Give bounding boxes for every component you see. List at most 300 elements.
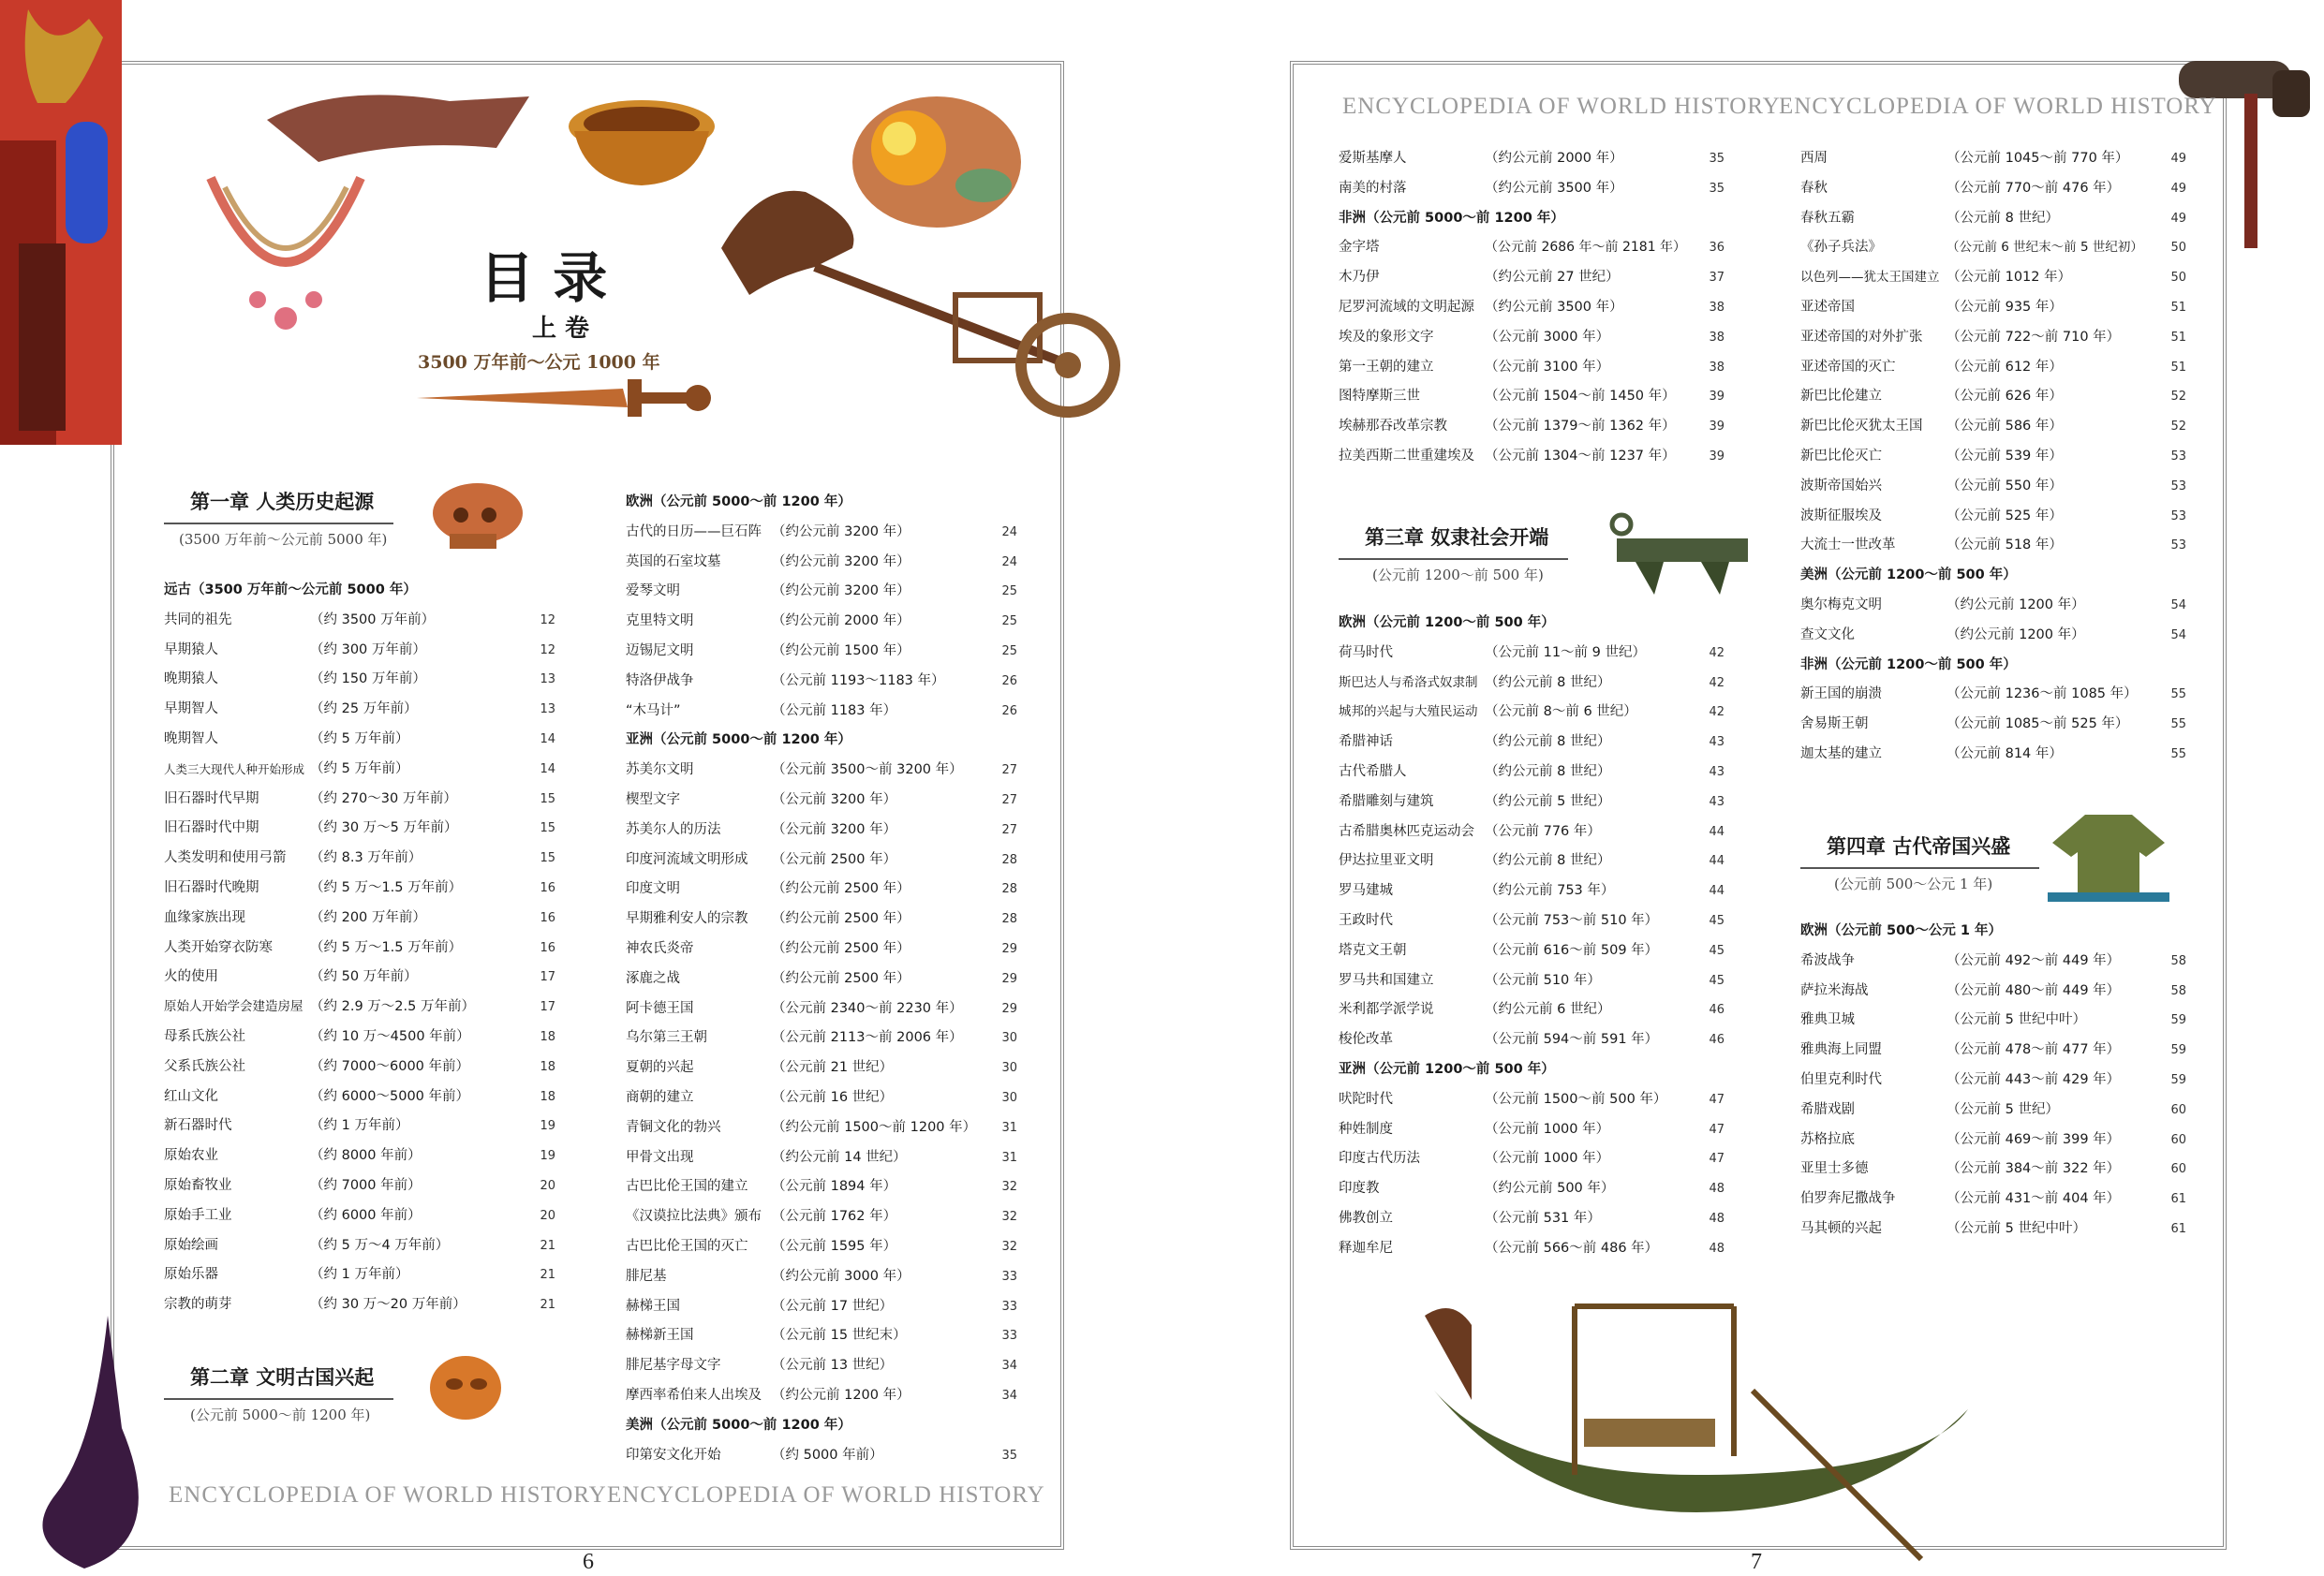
entry-title: 图特摩斯三世 xyxy=(1339,389,1420,405)
toc-entry xyxy=(626,697,1017,727)
entry-page: 55 xyxy=(2170,717,2186,732)
entry-date: （约 300 万年前） xyxy=(310,641,426,657)
toc-entry xyxy=(626,1053,1017,1083)
toc-entry xyxy=(1800,263,2186,293)
toc-entry xyxy=(1800,174,2186,204)
entry-page: 25 xyxy=(1001,643,1017,658)
running-title: ENCYCLOPEDIA OF WORLD HISTORY xyxy=(1779,94,2217,119)
chapter-range: (公元前 5000～前 1200 年) xyxy=(190,1407,371,1423)
entry-date: （公元前 616～前 509 年） xyxy=(1485,942,1659,958)
entry-date: （公元前 8～前 6 世纪） xyxy=(1485,704,1637,720)
entry-date: （约 6000 年前） xyxy=(310,1207,422,1223)
entry-page: 59 xyxy=(2170,1072,2186,1087)
entry-date: （约公元前 6 世纪） xyxy=(1485,1002,1611,1018)
toc-entry xyxy=(626,1083,1017,1113)
entry-title: 原始绘画 xyxy=(164,1237,218,1253)
entry-title: 印度文明 xyxy=(626,881,680,897)
entry-date: （公元前 770～前 476 年） xyxy=(1947,180,2121,196)
toc-entry xyxy=(626,637,1017,667)
toc-entry xyxy=(626,846,1017,876)
entry-page: 47 xyxy=(1709,1092,1724,1107)
entry-title: 苏美尔文明 xyxy=(626,762,694,778)
entry-title: 原始畜牧业 xyxy=(164,1177,232,1193)
chapter-range: (3500 万年前～公元前 5000 年) xyxy=(179,531,388,548)
entry-date: （公元前 594～前 591 年） xyxy=(1485,1032,1659,1048)
toc-entry xyxy=(1339,847,1724,876)
entry-date: （约 5 万年前） xyxy=(310,730,409,746)
entry-page: 26 xyxy=(1001,703,1017,718)
toc-entry xyxy=(626,518,1017,548)
toc-entry xyxy=(164,785,555,815)
entry-date: （约公元前 8 世纪） xyxy=(1485,734,1611,750)
entry-title: 原始农业 xyxy=(164,1148,218,1164)
entry-page: 16 xyxy=(540,910,555,925)
toc-section-heading xyxy=(1339,1055,1724,1085)
entry-page: 39 xyxy=(1709,390,1724,405)
entry-date: （公元前 3200 年） xyxy=(772,791,897,807)
entry-date: （公元前 16 世纪） xyxy=(772,1089,894,1105)
section-label: 美洲（公元前 5000～前 1200 年） xyxy=(626,1417,851,1433)
toc-entry xyxy=(1339,1174,1724,1204)
entry-page: 55 xyxy=(2170,687,2186,702)
entry-page: 61 xyxy=(2170,1192,2186,1207)
entry-title: 舍易斯王朝 xyxy=(1800,716,1869,732)
toc-entry xyxy=(626,1113,1017,1143)
entry-date: （公元前 1012 年） xyxy=(1947,270,2072,286)
entry-title: 父系氏族公社 xyxy=(164,1058,245,1074)
toc-entry xyxy=(626,994,1017,1024)
entry-title: 早期雅利安人的宗教 xyxy=(626,911,748,927)
entry-title: 种姓制度 xyxy=(1339,1121,1393,1137)
toc-entry xyxy=(1800,1215,2186,1245)
toc-entry xyxy=(1339,936,1724,966)
entry-title: 米利都学派学说 xyxy=(1339,1002,1434,1018)
entry-page: 53 xyxy=(2170,508,2186,523)
toc-entry xyxy=(626,548,1017,578)
entry-title: 印度古代历法 xyxy=(1339,1151,1420,1167)
entry-date: （约 5000 年前） xyxy=(772,1447,883,1463)
entry-title: 旧石器时代晚期 xyxy=(164,879,259,895)
toc-entry xyxy=(1800,621,2186,651)
chapter-title: 第一章 人类历史起源 xyxy=(190,490,375,513)
chapter-2-heading xyxy=(164,1362,393,1424)
entry-page: 14 xyxy=(540,731,555,746)
entry-page: 35 xyxy=(1709,181,1724,196)
entry-title: 人类开始穿衣防寒 xyxy=(164,939,273,955)
entry-date: （公元前 1000 年） xyxy=(1485,1151,1610,1167)
entry-title: 希腊雕刻与建筑 xyxy=(1339,793,1434,809)
entry-page: 42 xyxy=(1709,645,1724,660)
entry-date: （约公元前 14 世纪） xyxy=(772,1149,907,1165)
chapter-rule xyxy=(164,1398,393,1400)
entry-page: 25 xyxy=(1001,614,1017,629)
entry-date: （公元前 443～前 429 年） xyxy=(1947,1071,2121,1087)
entry-page: 15 xyxy=(540,791,555,806)
entry-title: 春秋 xyxy=(1800,180,1828,196)
entry-date: （公元前 2113～前 2006 年） xyxy=(772,1030,963,1046)
toc-entry xyxy=(1339,639,1724,669)
entry-page: 59 xyxy=(2170,1013,2186,1028)
chapter-rule xyxy=(1339,558,1568,560)
chapter-rule xyxy=(1800,867,2039,869)
toc-section-heading xyxy=(1800,561,2186,591)
entry-title: 腓尼基字母文字 xyxy=(626,1358,721,1374)
entry-title: 早期智人 xyxy=(164,701,218,717)
toc-entry xyxy=(626,1172,1017,1202)
entry-title: 亚述帝国 xyxy=(1800,299,1855,315)
toc-entry xyxy=(626,935,1017,965)
toc-entry xyxy=(1800,1066,2186,1096)
entry-page: 46 xyxy=(1709,1003,1724,1018)
toc-entry xyxy=(1800,531,2186,561)
toc-entry xyxy=(1800,442,2186,472)
toc-entry xyxy=(164,874,555,904)
entry-page: 33 xyxy=(1001,1299,1017,1314)
chapter-range: (公元前 500～公元 1 年) xyxy=(1834,876,1993,892)
entry-date: （公元前 1045～前 770 年） xyxy=(1947,151,2129,166)
entry-date: （公元前 814 年） xyxy=(1947,745,2063,761)
entry-page: 38 xyxy=(1709,360,1724,375)
entry-title: 雅典卫城 xyxy=(1800,1012,1855,1028)
entry-date: （约公元前 1200 年） xyxy=(1947,597,2085,612)
entry-page: 30 xyxy=(1001,1090,1017,1105)
toc-entry xyxy=(164,993,555,1023)
section-label: 亚洲（公元前 1200～前 500 年） xyxy=(1339,1061,1555,1077)
bronze-sword-image xyxy=(417,370,712,426)
entry-date: （约 5 万年前） xyxy=(310,760,409,776)
right-page xyxy=(1162,0,2324,1576)
entry-title: 旧石器时代中期 xyxy=(164,820,259,836)
entry-date: （公元前 13 世纪） xyxy=(772,1358,894,1374)
entry-title: 春秋五霸 xyxy=(1800,210,1855,226)
entry-page: 45 xyxy=(1709,913,1724,928)
entry-page: 37 xyxy=(1709,271,1724,286)
toc-entry xyxy=(626,905,1017,935)
toc-column-1 xyxy=(164,576,555,1320)
toc-entry xyxy=(626,607,1017,637)
toc-entry xyxy=(1800,502,2186,532)
entry-title: 斯巴达人与希洛式奴隶制 xyxy=(1339,674,1478,690)
entry-title: 新石器时代 xyxy=(164,1118,232,1134)
entry-date: （公元前 776 年） xyxy=(1485,823,1601,839)
entry-page: 44 xyxy=(1709,854,1724,869)
toc-entry xyxy=(1339,353,1724,383)
entry-date: （公元前 492～前 449 年） xyxy=(1947,952,2121,968)
entry-title: 印度教 xyxy=(1339,1181,1380,1197)
toc-entry xyxy=(1800,1006,2186,1036)
toc-entry xyxy=(164,1023,555,1053)
entry-date: （约公元前 1200 年） xyxy=(772,1387,910,1403)
chariot-horse-image xyxy=(703,164,1124,417)
entry-title: 萨拉米海战 xyxy=(1800,982,1869,998)
entry-date: （公元前 518 年） xyxy=(1947,538,2063,553)
entry-date: （公元前 1000 年） xyxy=(1485,1121,1610,1137)
golden-bowl-image xyxy=(567,94,717,187)
chapter-title: 第四章 古代帝国兴盛 xyxy=(1827,834,2011,858)
model-boat-image xyxy=(1397,1259,1996,1569)
entry-title: 印度河流域文明形成 xyxy=(626,851,748,867)
entry-page: 48 xyxy=(1709,1182,1724,1197)
entry-date: （约 7000～6000 年前） xyxy=(310,1058,470,1074)
entry-title: 《汉谟拉比法典》颁布 xyxy=(626,1209,762,1225)
toc-entry xyxy=(1800,1036,2186,1066)
toc-column-3-top xyxy=(1339,144,1724,472)
entry-title: 波斯帝国始兴 xyxy=(1800,478,1882,493)
entry-date: （公元前 1236～前 1085 年） xyxy=(1947,686,2138,702)
entry-title: 原始手工业 xyxy=(164,1207,232,1223)
entry-title: 甲骨文出现 xyxy=(626,1149,694,1165)
entry-page: 20 xyxy=(540,1208,555,1223)
entry-page: 54 xyxy=(2170,597,2186,612)
entry-date: （公元前 5 世纪） xyxy=(1947,1101,2059,1117)
volume-label: 上 卷 xyxy=(532,315,590,343)
toc-section-heading xyxy=(1800,651,2186,681)
entry-title: 火的使用 xyxy=(164,969,218,985)
toc-entry xyxy=(1339,1204,1724,1234)
section-label: 欧洲（公元前 500～公元 1 年） xyxy=(1800,923,2002,938)
entry-date: （约 5 万～1.5 万年前） xyxy=(310,939,463,955)
entry-title: 希腊戏剧 xyxy=(1800,1101,1855,1117)
entry-title: 爱斯基摩人 xyxy=(1339,151,1407,166)
page-number: 7 xyxy=(1751,1550,1762,1574)
entry-page: 59 xyxy=(2170,1043,2186,1058)
entry-date: （约公元前 2000 年） xyxy=(1485,151,1623,166)
entry-title: 新巴比伦建立 xyxy=(1800,389,1882,405)
entry-date: （公元前 21 世纪） xyxy=(772,1060,894,1076)
toc-entry xyxy=(626,875,1017,905)
entry-page: 28 xyxy=(1001,852,1017,867)
entry-title: 古巴比伦王国的建立 xyxy=(626,1179,748,1195)
entry-page: 12 xyxy=(540,612,555,627)
entry-date: （公元前 1500～前 500 年） xyxy=(1485,1091,1667,1107)
section-label: 远古（3500 万年前～公元前 5000 年） xyxy=(164,582,417,597)
entry-page: 55 xyxy=(2170,746,2186,761)
entry-page: 13 xyxy=(540,672,555,687)
entry-page: 19 xyxy=(540,1119,555,1134)
entry-title: 以色列——犹太王国建立 xyxy=(1800,270,1940,286)
toc-entry xyxy=(1339,233,1724,263)
entry-date: （约 5 万～1.5 万年前） xyxy=(310,879,463,895)
toc-entry xyxy=(626,965,1017,994)
section-label: 美洲（公元前 1200～前 500 年） xyxy=(1800,567,2017,583)
entry-title: 晚期智人 xyxy=(164,730,218,746)
entry-date: （约 1 万年前） xyxy=(310,1118,409,1134)
toc-entry xyxy=(164,1083,555,1112)
entry-date: （约公元前 1500～前 1200 年） xyxy=(772,1119,977,1135)
entry-title: 阿卡德王国 xyxy=(626,1000,694,1016)
running-title: ENCYCLOPEDIA OF WORLD HISTORY xyxy=(1342,94,1781,119)
entry-date: （约公元前 753 年） xyxy=(1485,883,1615,899)
toc-entry xyxy=(1339,1025,1724,1055)
toc-entry xyxy=(1339,174,1724,204)
entry-date: （公元前 11～前 9 世纪） xyxy=(1485,644,1647,660)
entry-date: （公元前 3200 年） xyxy=(772,821,897,837)
toc-entry xyxy=(164,1141,555,1171)
entry-page: 15 xyxy=(540,851,555,866)
toc-entry xyxy=(1339,876,1724,906)
entry-title: 《孙子兵法》 xyxy=(1800,240,1882,256)
entry-page: 36 xyxy=(1709,241,1724,256)
entry-title: 商朝的建立 xyxy=(626,1089,694,1105)
toc-entry xyxy=(164,1231,555,1261)
section-label: 欧洲（公元前 1200～前 500 年） xyxy=(1339,615,1555,630)
entry-title: 奥尔梅克文明 xyxy=(1800,597,1882,612)
entry-date: （公元前 525 年） xyxy=(1947,508,2063,523)
toc-entry xyxy=(1339,669,1724,699)
entry-page: 53 xyxy=(2170,538,2186,553)
toc-entry xyxy=(1800,1155,2186,1185)
toc-entry xyxy=(164,1201,555,1231)
entry-date: （公元前 3500～前 3200 年） xyxy=(772,762,963,778)
stone-blade-image xyxy=(262,82,534,167)
entry-title: 原始乐器 xyxy=(164,1267,218,1283)
toc-section-heading xyxy=(164,576,555,606)
toc-entry xyxy=(164,755,555,785)
entry-title: 母系氏族公社 xyxy=(164,1028,245,1044)
toc-entry xyxy=(1339,788,1724,817)
toc-entry xyxy=(164,1290,555,1320)
entry-page: 53 xyxy=(2170,479,2186,493)
entry-date: （公元前 1504～前 1450 年） xyxy=(1485,389,1676,405)
toc-entry xyxy=(1339,728,1724,758)
entry-page: 35 xyxy=(1709,152,1724,166)
toc-entry xyxy=(1800,353,2186,383)
toc-entry xyxy=(626,1381,1017,1411)
entry-page: 38 xyxy=(1709,300,1724,315)
entry-page: 44 xyxy=(1709,884,1724,899)
entry-date: （约公元前 3200 年） xyxy=(772,523,910,539)
entry-page: 29 xyxy=(1001,941,1017,956)
entry-title: 塔克文王朝 xyxy=(1339,942,1407,958)
section-label: 欧洲（公元前 5000～前 1200 年） xyxy=(626,494,851,509)
entry-date: （公元前 478～前 477 年） xyxy=(1947,1042,2121,1058)
volume-range: 3500 万年前～公元 1000 年 xyxy=(418,352,660,373)
toc-entry xyxy=(626,1292,1017,1322)
entry-date: （公元前 3100 年） xyxy=(1485,359,1610,375)
prow-ornament-image xyxy=(19,1316,169,1573)
toc-entry xyxy=(164,844,555,874)
entry-page: 31 xyxy=(1001,1150,1017,1165)
entry-title: 古代的日历——巨石阵 xyxy=(626,523,762,539)
toc-entry xyxy=(164,1112,555,1141)
entry-title: 王政时代 xyxy=(1339,912,1393,928)
toc-entry xyxy=(626,756,1017,786)
entry-date: （约公元前 2500 年） xyxy=(772,881,910,897)
toc-entry xyxy=(1339,442,1724,472)
toc-entry xyxy=(1339,1115,1724,1145)
entry-date: （公元前 1595 年） xyxy=(772,1238,897,1254)
toc-entry xyxy=(1339,817,1724,847)
bronze-vessel-image xyxy=(1598,515,1757,599)
entry-title: 伊达拉里亚文明 xyxy=(1339,853,1434,869)
entry-title: 查文文化 xyxy=(1800,626,1855,642)
entry-title: 古代希腊人 xyxy=(1339,763,1407,779)
entry-page: 50 xyxy=(2170,271,2186,286)
toc-entry xyxy=(626,1351,1017,1381)
toc-entry xyxy=(1339,1144,1724,1174)
entry-title: 腓尼基 xyxy=(626,1268,667,1284)
entry-date: （公元前 1762 年） xyxy=(772,1209,897,1225)
chapter-title: 第二章 文明古国兴起 xyxy=(190,1365,375,1389)
entry-title: 雅典海上同盟 xyxy=(1800,1042,1882,1058)
entry-date: （公元前 1183 年） xyxy=(772,702,897,718)
entry-page: 60 xyxy=(2170,1162,2186,1177)
entry-page: 18 xyxy=(540,1089,555,1104)
toc-entry xyxy=(1339,144,1724,174)
toc-section-heading xyxy=(626,726,1017,756)
entry-page: 17 xyxy=(540,1000,555,1015)
entry-date: （约 2.9 万～2.5 万年前） xyxy=(310,999,475,1015)
entry-date: （公元前 2500 年） xyxy=(772,851,897,867)
entry-title: 伯里克利时代 xyxy=(1800,1071,1882,1087)
entry-title: 夏朝的兴起 xyxy=(626,1060,694,1076)
entry-page: 48 xyxy=(1709,1211,1724,1226)
entry-date: （约公元前 8 世纪） xyxy=(1485,763,1611,779)
toc-entry xyxy=(1339,1085,1724,1115)
entry-date: （公元前 566～前 486 年） xyxy=(1485,1240,1659,1256)
entry-title: 希腊神话 xyxy=(1339,734,1393,750)
entry-date: （约公元前 27 世纪） xyxy=(1485,270,1620,286)
entry-title: 罗马共和国建立 xyxy=(1339,972,1434,988)
entry-page: 39 xyxy=(1709,449,1724,464)
entry-title: 金字塔 xyxy=(1339,240,1380,256)
toc-entry xyxy=(1339,382,1724,412)
entry-date: （约公元前 3200 年） xyxy=(772,583,910,599)
entry-page: 51 xyxy=(2170,330,2186,345)
toc-section-heading xyxy=(1800,917,2186,947)
toc-entry xyxy=(1800,472,2186,502)
entry-title: 亚里士多德 xyxy=(1800,1161,1869,1177)
entry-date: （公元前 753～前 510 年） xyxy=(1485,912,1659,928)
entry-date: （约公元前 2000 年） xyxy=(772,613,910,629)
entry-date: （公元前 431～前 404 年） xyxy=(1947,1191,2121,1207)
toc-entry xyxy=(626,577,1017,607)
entry-page: 16 xyxy=(540,880,555,895)
entry-title: 原始人开始学会建造房屋 xyxy=(164,999,303,1015)
entry-date: （公元前 384～前 322 年） xyxy=(1947,1161,2121,1177)
toc-entry xyxy=(1800,382,2186,412)
toc-section-heading xyxy=(1339,609,1724,639)
entry-page: 49 xyxy=(2170,211,2186,226)
entry-page: 39 xyxy=(1709,420,1724,435)
entry-date: （公元前 5 世纪中叶） xyxy=(1947,1220,2086,1236)
toc-section-heading xyxy=(1339,204,1724,234)
entry-title: 埃及的象形文字 xyxy=(1339,329,1434,345)
entry-title: 摩西率希伯来人出埃及 xyxy=(626,1387,762,1403)
entry-date: （约 10 万～4500 年前） xyxy=(310,1028,470,1044)
entry-date: （公元前 469～前 399 年） xyxy=(1947,1131,2121,1147)
entry-page: 26 xyxy=(1001,673,1017,688)
entry-page: 27 xyxy=(1001,763,1017,778)
entry-date: （公元前 5 世纪中叶） xyxy=(1947,1012,2086,1028)
entry-page: 46 xyxy=(1709,1033,1724,1048)
entry-title: 早期猿人 xyxy=(164,641,218,657)
entry-page: 45 xyxy=(1709,943,1724,958)
entry-page: 33 xyxy=(1001,1329,1017,1344)
necklace-image xyxy=(192,159,379,356)
toc-column-4-top xyxy=(1800,144,2186,770)
entry-page: 44 xyxy=(1709,824,1724,839)
entry-page: 17 xyxy=(540,970,555,985)
entry-page: 52 xyxy=(2170,420,2186,435)
entry-page: 50 xyxy=(2170,241,2186,256)
entry-date: （公元前 626 年） xyxy=(1947,389,2063,405)
toc-entry xyxy=(164,963,555,993)
entry-date: （约 3500 万年前） xyxy=(310,611,436,627)
entry-date: （约公元前 1500 年） xyxy=(772,642,910,658)
entry-title: 罗马建城 xyxy=(1339,883,1393,899)
toc-entry xyxy=(1800,740,2186,770)
